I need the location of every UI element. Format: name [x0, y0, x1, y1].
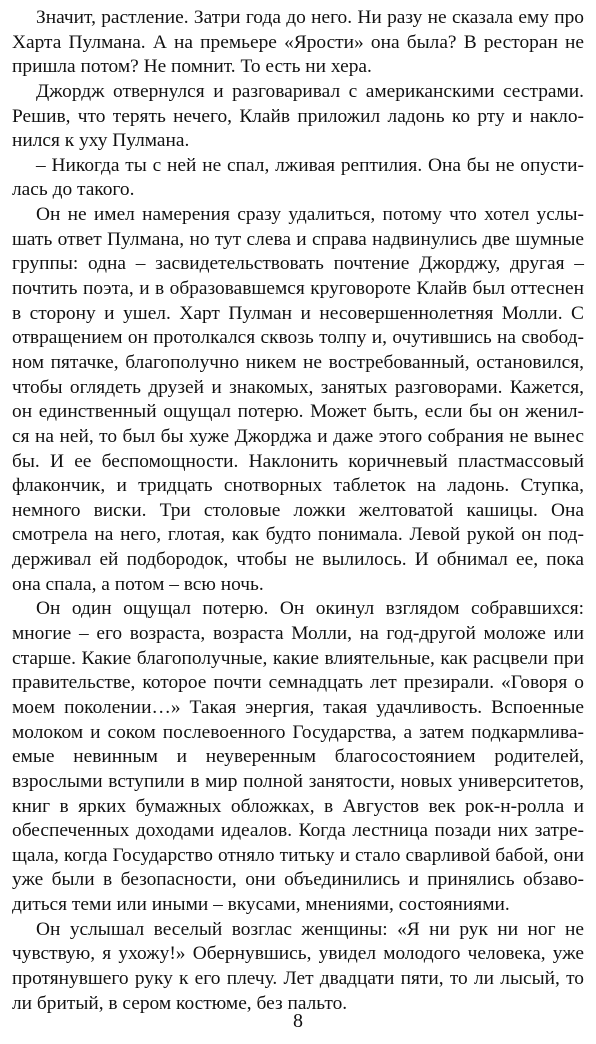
- text-line: бы. И ее беспомощности. Наклонить коричневый пластмассовый: [12, 450, 584, 472]
- paragraph: [12, 597, 584, 917]
- paragraph: [12, 918, 584, 1017]
- text-line: группы: одна – засвидетельствовать почтение Джорджу, другая –: [12, 253, 584, 275]
- text-line: обеспеченных доходами идеалов. Когда лестница позади них затре-: [12, 820, 584, 842]
- text-line: Он услышал веселый возглас женщины: «Я ни рук ни ног не: [36, 918, 584, 940]
- text-line: лась до такого.: [12, 179, 135, 201]
- text-line: молоком и соком послевоенного Государства, а затем подкармлива-: [12, 721, 584, 743]
- text-line: – Никогда ты с ней не спал, лживая рептилия. Она бы не опусти-: [36, 154, 584, 176]
- text-line: немного виски. Три столовые ложки желтоватой кашицы. Она: [12, 499, 584, 521]
- text-line: многие – его возраста, возраста Молли, на год-другой моложе или: [12, 623, 584, 645]
- text-line: диться теми или иными – вкусами, мнениями, состояниями.: [12, 894, 510, 916]
- text-line: правительстве, которое почти семнадцать лет презирали. «Говоря о: [12, 672, 584, 694]
- text-line: отвращением он протолкался сквозь толпу и, очутившись на свобод-: [12, 327, 584, 349]
- text-line: Решив, что терять нечего, Клайв приложил ладонь ко рту и накло-: [12, 105, 584, 127]
- paragraph: [12, 6, 584, 80]
- text-line: Он не имел намерения сразу удалиться, потому что хотел услы-: [36, 204, 584, 226]
- text-line: чтобы оглядеть друзей и знакомых, занятых разговорами. Кажется,: [12, 376, 584, 398]
- text-line: флакончик, и тридцать снотворных таблеток на ладонь. Ступка,: [12, 475, 584, 497]
- text-line: почтить поэта, и в образовавшемся круговороте Клайв был оттеснен: [12, 278, 584, 300]
- text-line: держивал ей подбородок, чтобы не вылилось. И обнимал ее, пока: [12, 549, 584, 571]
- paragraph: [12, 80, 584, 154]
- text-line: шать ответ Пулмана, но тут слева и справа надвинулись две шумные: [12, 228, 584, 250]
- text-line: емые невинным и неуверенным благосостоянием родителей,: [12, 746, 584, 768]
- text-line: смотрела на него, глотая, как будто понимала. Левой рукой он под-: [12, 524, 584, 546]
- paragraph: [12, 154, 584, 203]
- text-line: ся на ней, то был бы хуже Джорджа и даже этого собрания не вынес: [12, 425, 584, 447]
- text-line: пришла потом? Не помнит. То есть ни хера.: [12, 56, 372, 78]
- text-line: Значит, растление. Затри года до него. Ни разу не сказала ему про: [36, 7, 584, 28]
- text-line: чувствую, я ухожу!» Обернувшись, увидел молодого человека, уже: [12, 943, 584, 965]
- text-line: протянувшего руку к его плечу. Лет двадцати пяти, то ли лысый, то: [12, 967, 584, 989]
- text-line: ли бритый, в сером костюме, без пальто.: [12, 992, 348, 1014]
- text-line: она спала, а потом – всю ночь.: [12, 573, 264, 595]
- text-line: щала, когда Государство отняло титьку и стало сварливой бабой, они: [12, 844, 584, 866]
- text-line: моем поколении…» Такая энергия, такая удачливость. Вспоенные: [12, 696, 584, 718]
- text-line: ном пятачке, благополучно никем не востребованный, остановился,: [12, 351, 584, 373]
- text-line: Харта Пулмана. А на премьере «Ярости» она была? В ресторан не: [12, 31, 584, 53]
- text-line: в сторону и ушел. Харт Пулман и несовершеннолетняя Молли. С: [12, 302, 584, 324]
- page-number: 8: [293, 1010, 303, 1032]
- text-line: нился к уху Пулмана.: [12, 130, 190, 152]
- text-line: Он один ощущал потерю. Он окинул взглядом собравшихся:: [36, 598, 584, 620]
- book-page: [12, 6, 584, 1016]
- text-line: старше. Какие благополучные, какие влиятельные, как расцвели при: [12, 647, 584, 669]
- text-line: Джордж отвернулся и разговаривал с американскими сестрами.: [36, 80, 584, 102]
- text-line: взрослыми вступили в мир полной занятости, новых университетов,: [12, 770, 584, 792]
- text-line: книг в ярких бумажных обложках, в Августов век рок-н-ролла и: [12, 795, 584, 817]
- text-line: уже были в безопасности, они объединились и принялись обзаво-: [12, 869, 584, 891]
- paragraph: [12, 203, 584, 597]
- text-line: он единственный ощущал потерю. Может быть, если бы он женил-: [12, 401, 584, 423]
